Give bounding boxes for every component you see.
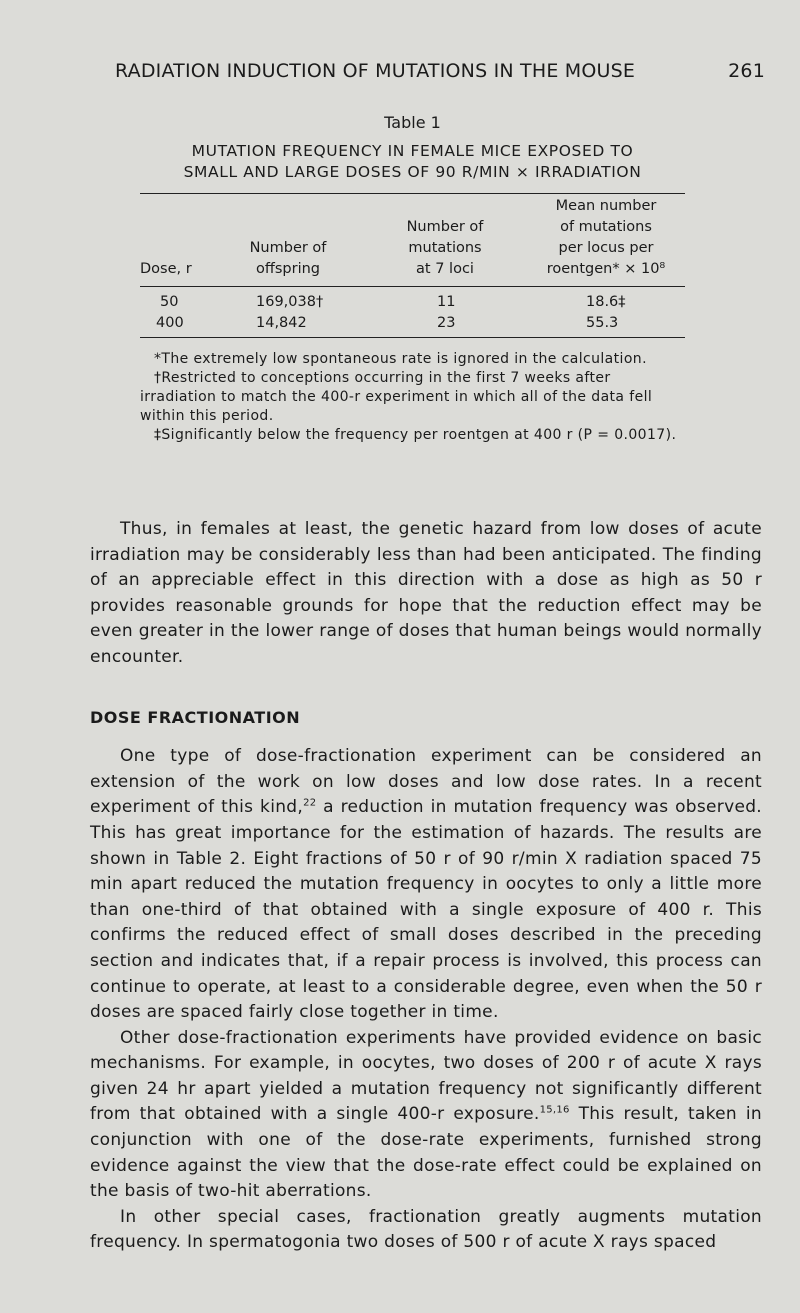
cell-dose: 400: [156, 315, 184, 331]
paragraph: Thus, in females at least, the genetic hazard from low doses of acute irradiation may be considerably less than had been anticipated. The finding of an appreciable effect in this direction with a dose as high as 50 r provides reasonable grounds for hope that the reduction effect may be even greater in the lower range of doses that human beings would normally encounter.: [90, 519, 762, 667]
header-mutations: Number of mutations at 7 loci: [406, 219, 484, 277]
cell-mutations: 23: [437, 315, 456, 331]
paragraph: One type of dose-fractionation experiment can be considered an extension of the work on low doses and low dose rates. In a recent experiment of this kind,$^{22}$ a reduction in mutation frequency was observed. This has great importance for the estimation of hazards. The results are shown in Table 2. Eight fractions of 50 r of 90 r/min X radiation spaced 75 min apart reduced the mutation frequency in oocytes to only a little more than one-third of that obtained with a single exposure of 400 r. This confirms the reduced effect of small doses described in the preceding section and indicates that, if a repair process is involved, this process can continue to operate, at least to a considerable degree, even when the 50 r doses are spaced fairly close together in time.: [90, 746, 762, 1023]
table-body: [140, 287, 685, 337]
cell-mutations: 11: [437, 294, 456, 310]
footnote-double-dagger: ‡Significantly below the frequency per roentgen at 400 r (P = 0.0017).: [154, 427, 677, 443]
header-mean: Mean number of mutations per locus per roentgen* × 10⁸: [546, 198, 666, 277]
cell-mean: 55.3: [586, 315, 619, 331]
table-title-line-1: MUTATION FREQUENCY IN FEMALE MICE EXPOSED TO: [191, 142, 634, 160]
footnote-dagger: †Restricted to conceptions occurring in the first 7 weeks after irradiation to match the 400-r experiment in which all of the data fell within this period.: [140, 370, 653, 424]
header-dose: Dose, r: [140, 261, 192, 277]
running-title: RADIATION INDUCTION OF MUTATIONS IN THE MOUSE: [115, 60, 636, 82]
table-header: [140, 194, 685, 286]
section-heading: DOSE FRACTIONATION: [90, 707, 301, 727]
cell-offspring: 169,038†: [256, 294, 324, 310]
cell-dose: 50: [160, 294, 179, 310]
table-title-line-2: SMALL AND LARGE DOSES OF 90 R/MIN × IRRADIATION: [183, 163, 642, 181]
page-number: 261: [728, 60, 765, 82]
paragraph: Other dose-fractionation experiments have provided evidence on basic mechanisms. For example, in oocytes, two doses of 200 r of acute X rays given 24 hr apart yielded a mutation frequency not significantly different from that obtained with a single 400-r exposure.$^{15,16}$ This result, taken in conjunction with one of the dose-rate experiments, furnished strong evidence against the view that the dose-rate effect could be explained on the basis of two-hit aberrations.: [90, 1027, 762, 1202]
cell-offspring: 14,842: [256, 315, 307, 331]
table-caption: Table 1: [384, 113, 441, 132]
reference-marker: 15,16: [539, 1104, 570, 1116]
table-1: [140, 113, 685, 445]
cell-mean: 18.6‡: [586, 294, 626, 310]
table-footnotes: [140, 350, 685, 445]
footnote-star: *The extremely low spontaneous rate is ignored in the calculation.: [154, 351, 647, 367]
paragraph: In other special cases, fractionation greatly augments mutation frequency. In spermatogonia two doses of 500 r of acute X rays spaced: [90, 1206, 762, 1253]
header-offspring: Number of offspring: [249, 240, 327, 277]
reference-marker: 22: [303, 797, 317, 809]
body-text: [90, 517, 762, 1256]
table-bottom-rule: [140, 337, 685, 338]
